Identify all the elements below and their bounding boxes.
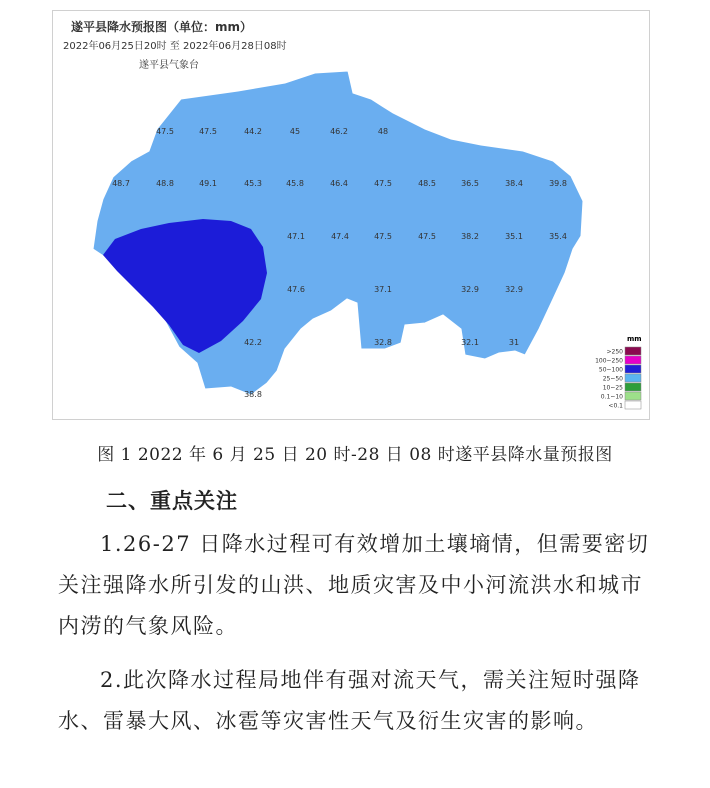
station-value: 32.9 [461, 285, 479, 294]
legend-swatch [625, 347, 641, 355]
legend-label: >250 [606, 348, 623, 356]
station-value: 47.4 [331, 232, 349, 241]
station-value: 32.1 [461, 338, 479, 347]
station-value: 47.6 [287, 285, 305, 294]
map-period: 2022年06月25日20时 至 2022年06月28日08时 [63, 41, 287, 52]
map-canvas [53, 11, 651, 421]
station-value: 48.5 [418, 179, 436, 188]
station-value: 49.1 [199, 179, 217, 188]
station-value: 47.5 [374, 179, 392, 188]
station-value: 47.5 [418, 232, 436, 241]
station-value: 42.2 [244, 338, 262, 347]
rainfall-forecast-map [52, 10, 650, 420]
station-value: 38.8 [244, 390, 262, 399]
legend-swatch [625, 356, 641, 364]
station-value: 47.5 [156, 127, 174, 136]
station-value: 45.3 [244, 179, 262, 188]
map-title: 遂平县降水预报图（单位：mm） [71, 20, 253, 34]
legend-label: <0.1 [608, 402, 623, 410]
station-value: 35.1 [505, 232, 523, 241]
legend-label: 10~25 [602, 384, 623, 392]
station-value: 38.2 [461, 232, 479, 241]
section-heading: 二、重点关注 [106, 489, 238, 513]
station-value: 31 [508, 338, 520, 347]
station-value: 46.4 [330, 179, 348, 188]
legend-swatch [625, 383, 641, 391]
station-value: 48 [377, 127, 389, 136]
station-value: 47.1 [287, 232, 305, 241]
paragraph-2: 2.此次降水过程局地伴有强对流天气，需关注短时强降水、雷暴大风、冰雹等灾害性天气及衍生灾害的影响。 [58, 668, 641, 733]
legend-label: 25~50 [602, 375, 623, 383]
legend-unit: mm [627, 335, 642, 343]
map-legend [595, 335, 642, 410]
legend-label: 0.1~10 [600, 393, 623, 401]
legend-swatch [625, 401, 641, 409]
station-value: 36.5 [461, 179, 479, 188]
station-value: 39.8 [549, 179, 567, 188]
station-value: 44.2 [244, 127, 262, 136]
station-value: 47.5 [374, 232, 392, 241]
figure-caption: 图 1 2022 年 6 月 25 日 20 时-28 日 08 时遂平县降水量预报图 [97, 445, 613, 465]
legend-swatch [625, 392, 641, 400]
station-value: 38.4 [505, 179, 523, 188]
map-agency: 遂平县气象台 [139, 60, 199, 71]
station-value: 45.8 [286, 179, 304, 188]
legend-label: 50~100 [598, 366, 623, 374]
legend-label: 100~250 [595, 357, 623, 365]
station-value: 48.8 [156, 179, 174, 188]
station-value: 46.2 [330, 127, 348, 136]
station-value: 47.5 [199, 127, 217, 136]
station-value: 32.9 [505, 285, 523, 294]
station-value: 37.1 [374, 285, 392, 294]
station-value: 48.7 [112, 179, 130, 188]
station-value: 45 [289, 127, 301, 136]
station-value: 32.8 [374, 338, 392, 347]
legend-swatch [625, 365, 641, 373]
station-value: 35.4 [549, 232, 567, 241]
paragraph-1: 1.26-27 日降水过程可有效增加土壤墒情，但需要密切关注强降水所引发的山洪、地质灾害及中小河流洪水和城市内涝的气象风险。 [58, 532, 650, 638]
legend-swatch [625, 374, 641, 382]
